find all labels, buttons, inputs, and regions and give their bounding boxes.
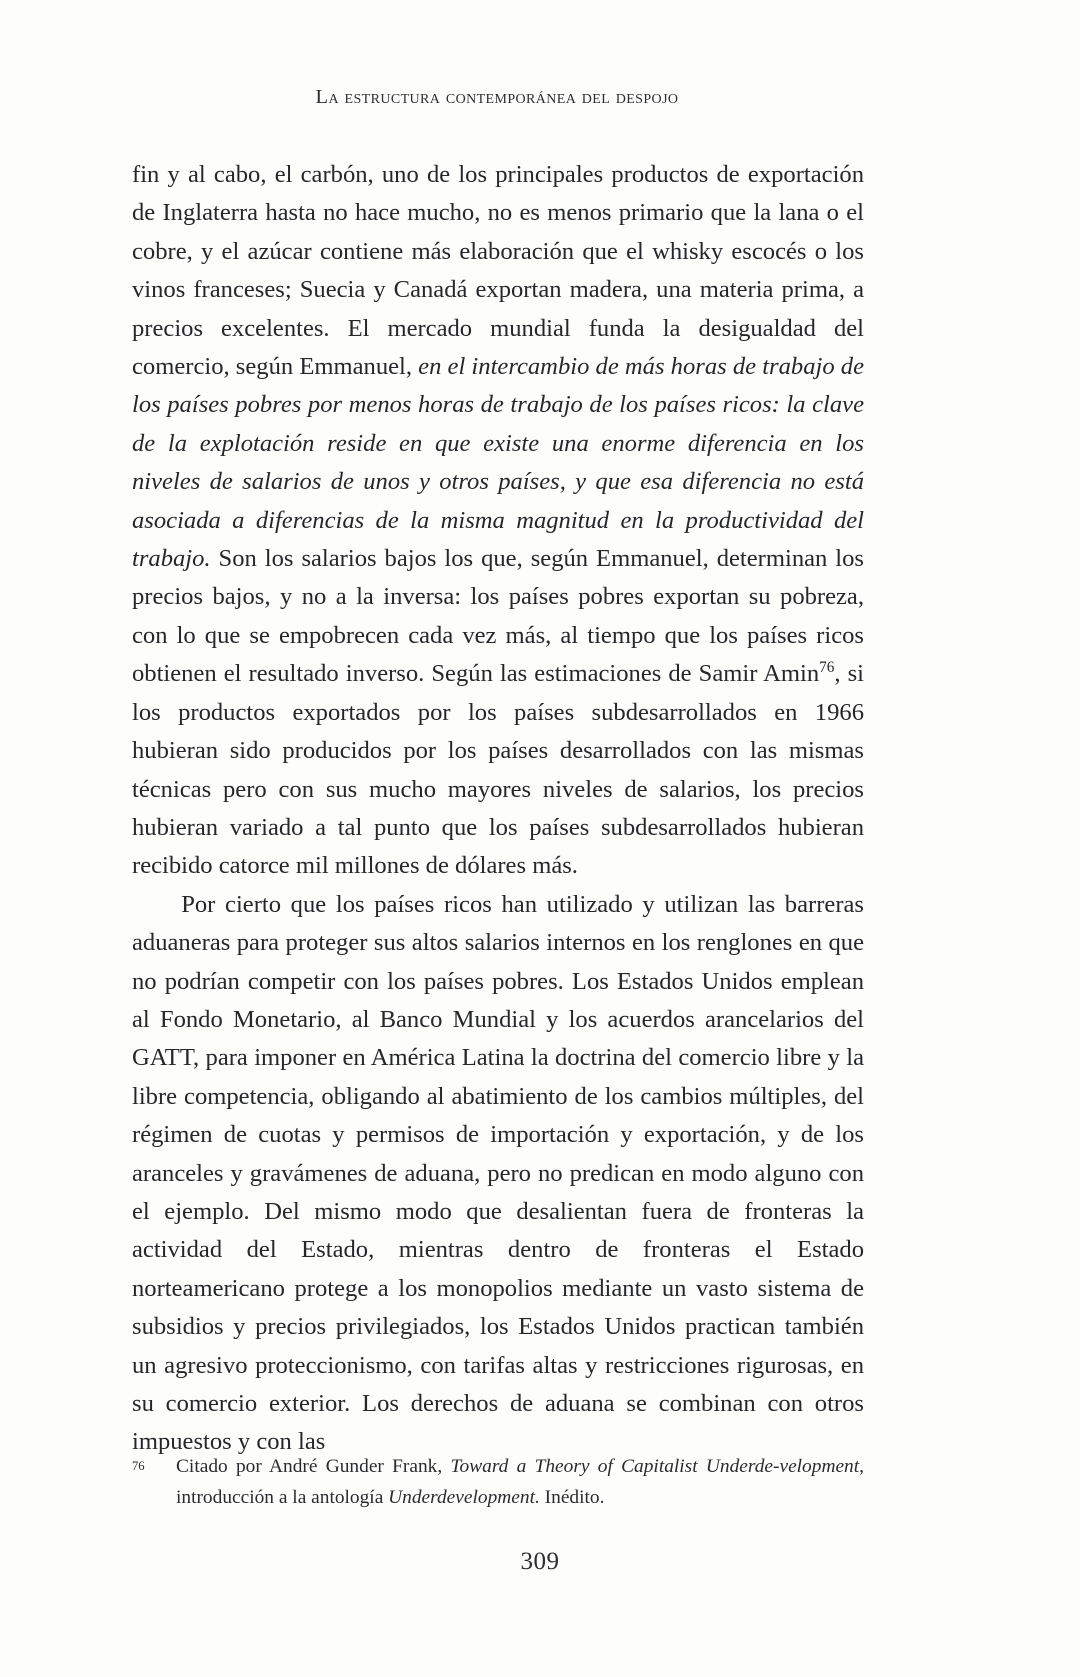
- body-text-block: [132, 156, 864, 1462]
- paragraph-1-part-3: , si los productos exportados por los países subdesarrollados en 1966 hubieran sido producidos por los países desarrollados con las mismas técnicas pero con sus mucho mayores niveles de salarios, los precios hubieran variado a tal punto que los países subdesarrollados hubieran recibido catorce mil millones de dólares más.: [132, 660, 865, 880]
- running-head: La estructura contemporánea del despojo: [315, 86, 679, 108]
- page-number: 309: [520, 1548, 560, 1575]
- footnote-text-part-3: Inédito.: [539, 1486, 605, 1508]
- paragraph-1-part-1: fin y al cabo, el carbón, uno de los principales productos de exportación de Inglaterra hasta no hace mucho, no es menos primario que la lana o el cobre, y el azúcar contiene más elaboración que el whisky escocés o los vinos franceses; Suecia y Canadá exportan madera, una materia prima, a precios excelentes. El mercado mundial funda la desigualdad del comercio, según Emmanuel,: [132, 161, 864, 381]
- footnote-title-1: Toward a Theory of Capitalist Underde-velopment: [450, 1456, 860, 1477]
- footnote-text: [176, 1452, 864, 1513]
- paragraph-1-part-2: Son los salarios bajos los que, según Emmanuel, determinan los precios bajos, y no a la inversa: los países pobres exportan su pobreza, con lo que se empobrecen cada vez más, al tiempo que los países ricos obtienen el resultado inverso. Según las estimaciones de Samir Amin: [132, 545, 864, 688]
- footnote-text-part-1: Citado por André Gunder Frank,: [176, 1456, 451, 1477]
- paragraph-por-cierto: Por cierto que los países ricos han utilizado y utilizan las barreras aduaneras para proteger sus altos salarios internos en los renglones en que no podrían competir con los países pobres. Los Estados Unidos emplean al Fondo Monetario, al Banco Mundial y los acuerdos arancelarios del GATT, para imponer en América Latina la doctrina del comercio libre y la libre competencia, obligando al abatimiento de los cambios múltiples, del régimen de cuotas y permisos de importación y exportación, y de los aranceles y gravámenes de aduana, pero no predican en modo alguno con el ejemplo. Del mismo modo que desalientan fuera de fronteras la actividad del Estado, mientras dentro de fronteras el Estado norteamericano protege a los monopolios mediante un vasto sistema de subsidios y precios privilegiados, los Estados Unidos practican también un agresivo proteccionismo, con tarifas altas y restricciones rigurosas, en su comercio exterior. Los derechos de aduana se combinan con otros impuestos y con las: [132, 890, 864, 1456]
- footnote-row: [132, 1452, 864, 1513]
- footnote-reference-76[interactable]: 76: [819, 659, 835, 677]
- footnote-block: [132, 1452, 864, 1513]
- emmanuel-quotation: en el intercambio de más horas de trabajo de los países pobres por menos horas de trabajo de los países ricos: la clave de la explotación reside en que existe una enorme diferencia en los niveles de salarios de unos y otros países, y que esa diferencia no está asociada a diferencias de la misma magnitud en la productividad del trabajo.: [132, 353, 865, 573]
- footnote-title-2: Underdevelopment.: [388, 1486, 540, 1508]
- footnote-text-part-2: , introducción a la antología: [176, 1456, 864, 1508]
- footnote-marker-76: 76: [132, 1459, 145, 1473]
- paragraph-continued: [132, 156, 864, 886]
